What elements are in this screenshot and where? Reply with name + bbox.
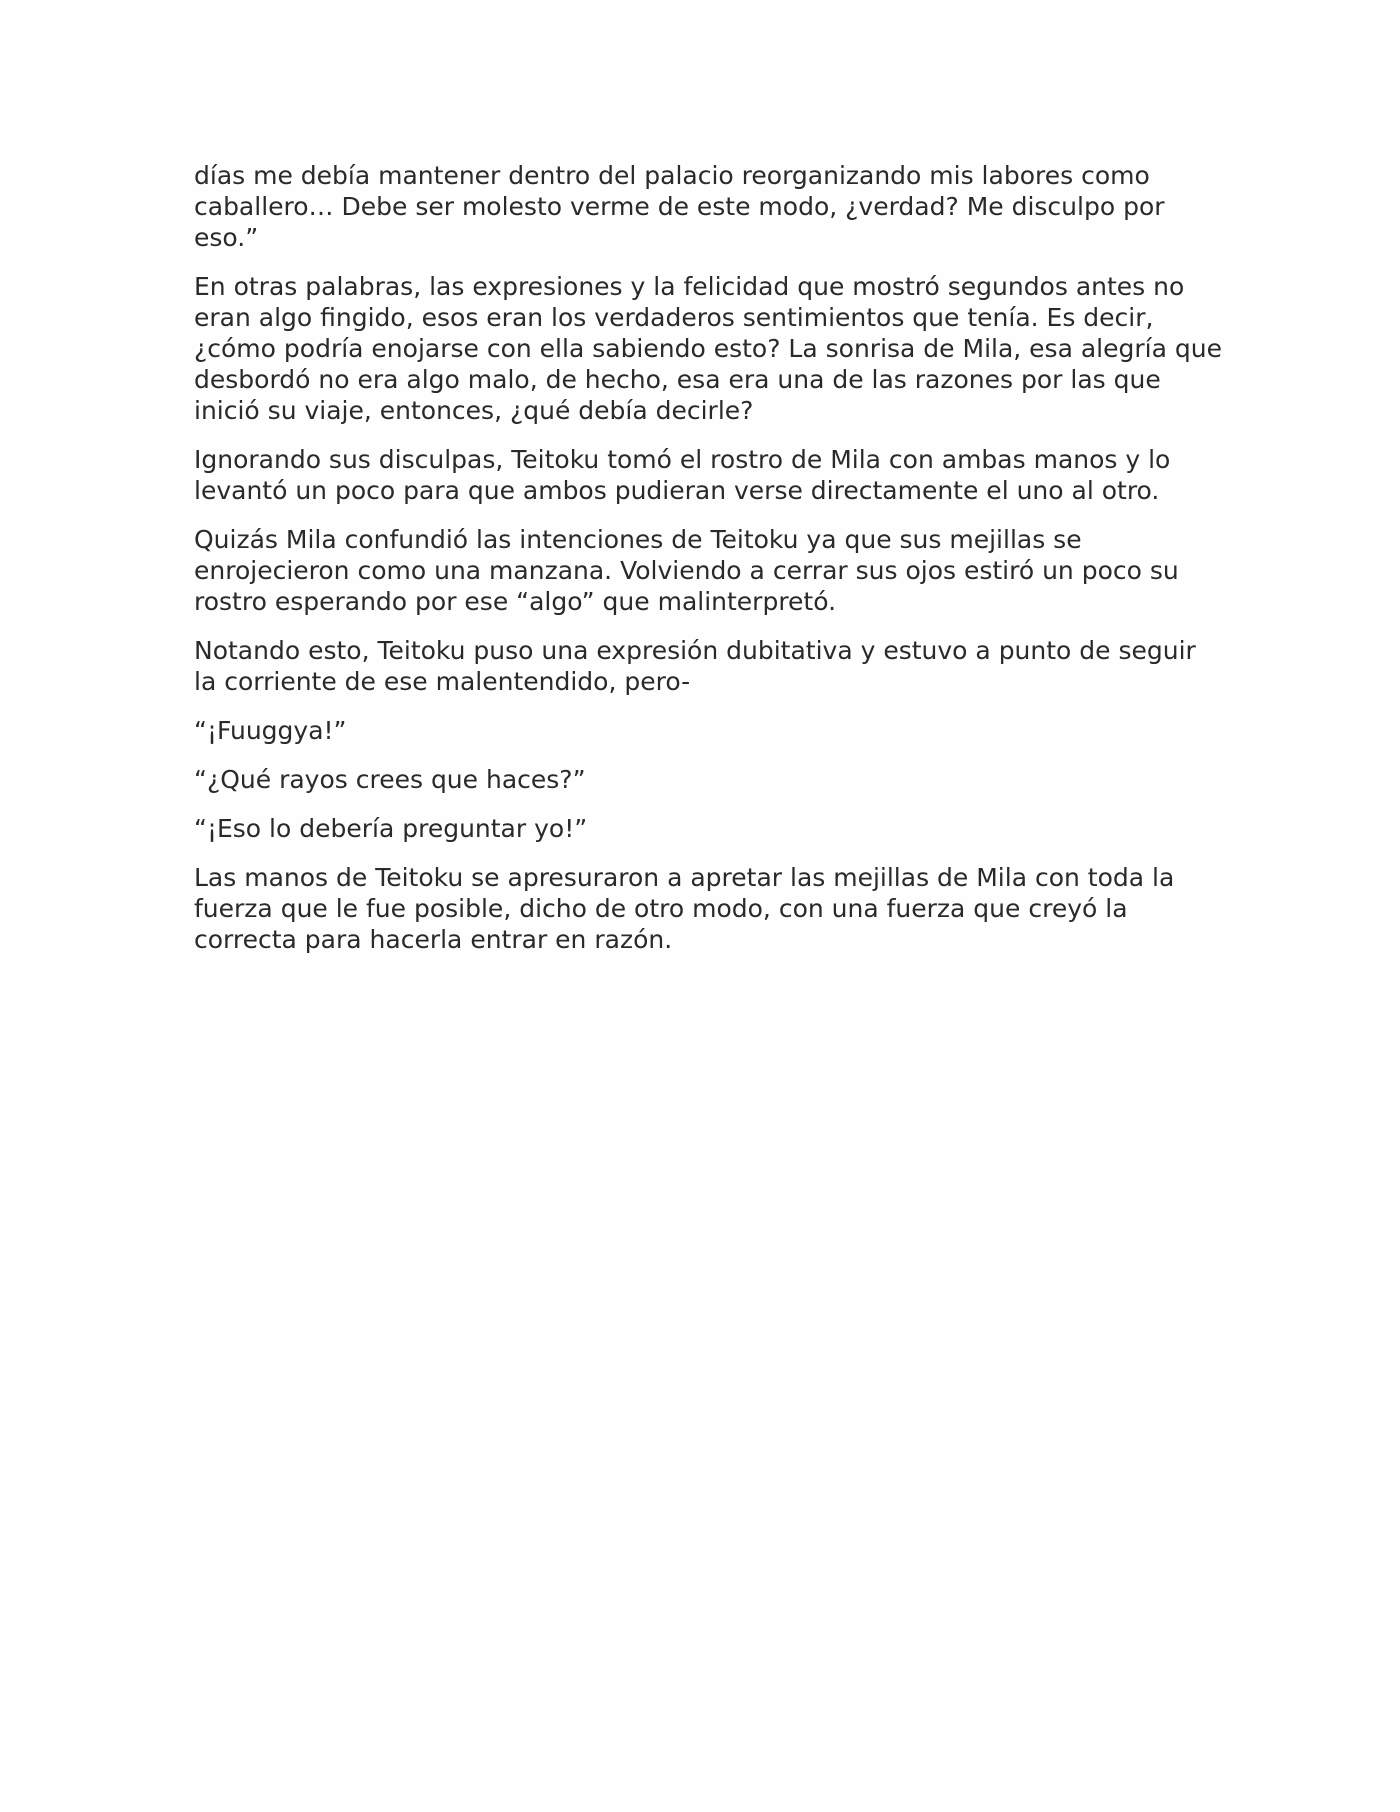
paragraph: Ignorando sus disculpas, Teitoku tomó el rostro de Mila con ambas manos y lo levantó un poco para que ambos pudieran verse directamente el uno al otro. — [194, 445, 1171, 505]
paragraph: Quizás Mila confundió las intenciones de Teitoku ya que sus mejillas se enrojecieron como una manzana. Volviendo a cerrar sus ojos estiró un poco su rostro esperando por ese “algo” que malinterpretó. — [194, 525, 1179, 616]
dialogue-line: “¡Fuuggya!” — [194, 716, 347, 745]
document-body — [194, 160, 1224, 973]
paragraph: Notando esto, Teitoku puso una expresión dubitativa y estuvo a punto de seguir la corriente de ese malentendido, pero- — [194, 636, 1196, 696]
paragraph: En otras palabras, las expresiones y la felicidad que mostró segundos antes no eran algo fingido, esos eran los verdaderos sentimientos que tenía. Es decir, ¿cómo podría enojarse con ella sabiendo esto? La sonrisa de Mila, esa alegría que desbordó no era algo malo, de hecho, esa era una de las razones por las que inició su viaje, entonces, ¿qué debía decirle? — [194, 272, 1222, 425]
dialogue-line: “¿Qué rayos crees que haces?” — [194, 765, 586, 794]
paragraph: Las manos de Teitoku se apresuraron a apretar las mejillas de Mila con toda la fuerza que le fue posible, dicho de otro modo, con una fuerza que creyó la correcta para hacerla entrar en razón. — [194, 863, 1175, 954]
paragraph: días me debía mantener dentro del palacio reorganizando mis labores como caballero… Debe ser molesto verme de este modo, ¿verdad? Me disculpo por eso.” — [194, 161, 1165, 252]
dialogue-line: “¡Eso lo debería preguntar yo!” — [194, 814, 588, 843]
